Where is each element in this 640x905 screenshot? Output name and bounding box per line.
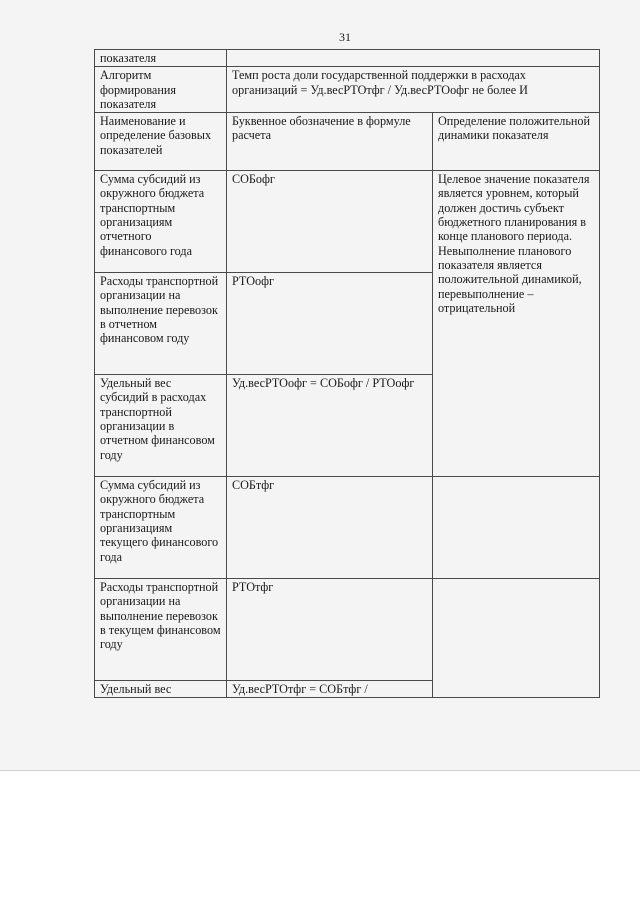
indicator-name: Сумма субсидий из окружного бюджета транспортным организациям отчетного финансового года — [95, 171, 227, 273]
indicator-symbol: РТОофг — [227, 273, 433, 375]
page-number: 31 — [339, 30, 351, 44]
header-name: Наименование и определение базовых показателей — [95, 113, 227, 171]
algorithm-formula: Темп роста доли государственной поддержки в расходах организаций = Уд.весРТОтфг / Уд.весРТОофг не более И — [227, 67, 600, 113]
header-symbol: Буквенное обозначение в формуле расчета — [227, 113, 433, 171]
header-dynamics: Определение положительной динамики показателя — [433, 113, 600, 171]
cell-label: показателя — [95, 50, 227, 67]
indicator-symbol: СОБтфг — [227, 477, 433, 579]
dynamics-definition: Целевое значение показателя является уровнем, который должен достичь субъект бюджетного планирования в конце планового периода. Невыполнение планового показателя является положительной динамикой, перевыполнение – отрицательной — [433, 171, 600, 477]
dynamics-empty — [433, 477, 600, 579]
algorithm-row — [95, 67, 600, 113]
table-row — [95, 477, 600, 579]
indicator-symbol: Уд.весРТОтфг = СОБтфг / — [227, 681, 433, 698]
table-row — [95, 50, 600, 67]
header-row — [95, 113, 600, 171]
dynamics-empty — [433, 579, 600, 698]
table-row — [95, 579, 600, 681]
table-row — [95, 171, 600, 273]
indicator-symbol: РТОтфг — [227, 579, 433, 681]
indicator-name: Сумма субсидий из окружного бюджета транспортным организациям текущего финансового года — [95, 477, 227, 579]
indicator-name: Удельный вес субсидий в расходах транспортной организации в отчетном финансовом году — [95, 375, 227, 477]
indicator-symbol: СОБофг — [227, 171, 433, 273]
algorithm-label: Алгоритм формирования показателя — [95, 67, 227, 113]
indicator-name: Расходы транспортной организации на выполнение перевозок в текущем финансовом году — [95, 579, 227, 681]
cell-value — [227, 50, 600, 67]
indicator-name: Расходы транспортной организации на выполнение перевозок в отчетном финансовом году — [95, 273, 227, 375]
indicator-name: Удельный вес — [95, 681, 227, 698]
indicator-symbol: Уд.весРТОофг = СОБофг / РТОофг — [227, 375, 433, 477]
indicator-table — [94, 49, 600, 698]
